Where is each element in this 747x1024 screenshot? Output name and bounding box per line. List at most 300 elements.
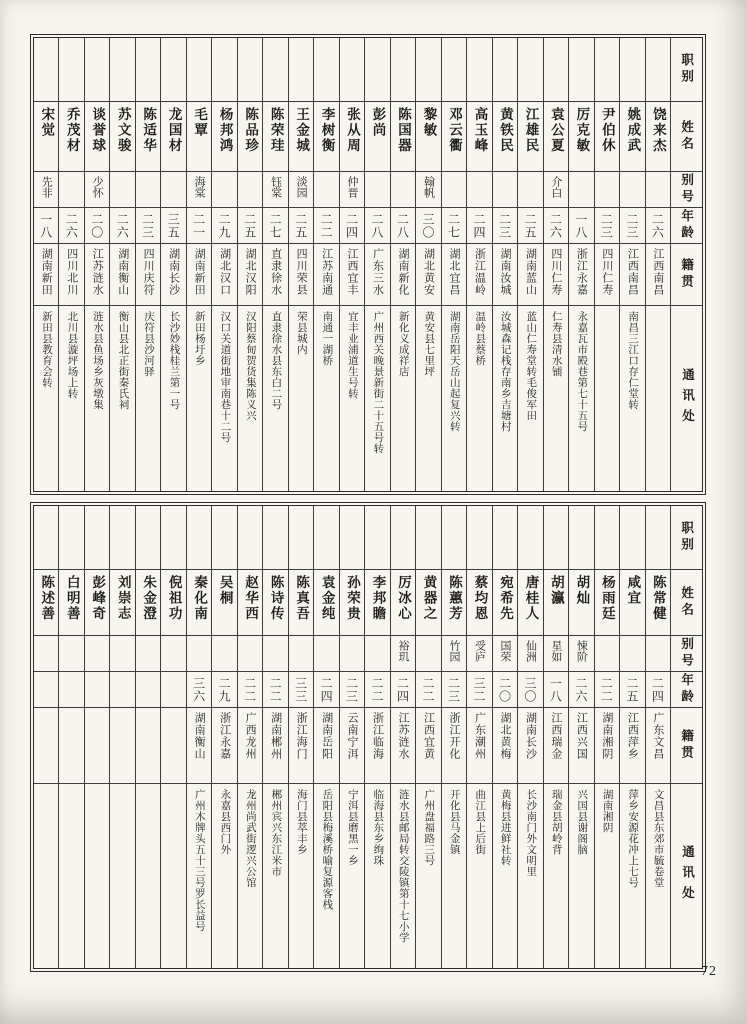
cell-native — [442, 708, 466, 784]
cell-address — [289, 306, 313, 491]
name-text: 陈国器 — [396, 107, 412, 154]
name-text: 陈真吾 — [294, 575, 310, 622]
cell-native — [493, 708, 517, 784]
name-text: 秦化南 — [192, 575, 208, 622]
name-text: 袁金纯 — [319, 575, 335, 622]
native-text: 湖北黄安 — [422, 248, 435, 296]
age-text: 二五 — [522, 213, 537, 239]
cell-age — [34, 672, 58, 708]
cell-address — [289, 784, 313, 968]
alias-text: 受庐 — [473, 640, 486, 662]
cell-age — [646, 208, 670, 244]
address-text: 蓝山仁寿堂转毛俊军田 — [525, 311, 537, 421]
cell-age — [136, 672, 160, 708]
cell-age — [263, 208, 287, 244]
native-text: 湖南新田 — [193, 248, 206, 296]
address-text: 黄安县七里坪 — [423, 311, 435, 377]
cell-address — [620, 784, 644, 968]
native-text: 湖南岳阳 — [320, 712, 333, 760]
cell-age — [391, 672, 415, 708]
cell-alias — [238, 636, 262, 672]
cell-address — [34, 306, 58, 491]
cell-age — [646, 672, 670, 708]
row-header-column — [671, 38, 702, 491]
alias-text: 裕玑 — [397, 640, 410, 662]
cell-address — [85, 306, 109, 491]
cell-age — [620, 208, 644, 244]
cell-name — [110, 570, 134, 636]
address-text: 曲江县上后街 — [474, 789, 486, 855]
row-header-address-label: 通讯处 — [680, 367, 695, 430]
cell-alias — [34, 172, 58, 208]
cell-address — [212, 784, 236, 968]
alias-text: 竹园 — [447, 640, 460, 662]
address-text: 广州西关晚景新街二十五号转 — [372, 311, 384, 454]
address-text: 新化义成祥店 — [397, 311, 409, 377]
cell-alias — [518, 172, 542, 208]
cell-age — [85, 208, 109, 244]
cell-native — [187, 708, 211, 784]
name-text: 刘崇志 — [115, 575, 131, 622]
cell-age — [238, 208, 262, 244]
name-text: 白明善 — [64, 575, 80, 622]
cell-alias — [467, 172, 491, 208]
cell-native — [544, 708, 568, 784]
cell-address — [85, 784, 109, 968]
person-column — [391, 506, 416, 968]
cell-address — [314, 306, 338, 491]
alias-text: 国荣 — [498, 640, 511, 662]
cell-zhibie — [34, 38, 58, 102]
roster-grid-lower — [33, 505, 703, 969]
name-text: 张从周 — [345, 107, 361, 154]
name-text: 倪祖功 — [166, 575, 182, 622]
address-text: 永嘉县西门外 — [219, 789, 231, 855]
cell-name — [646, 570, 670, 636]
cell-zhibie — [238, 38, 262, 102]
address-text: 长沙妙栈桂兰第一号 — [168, 311, 180, 410]
person-column — [340, 506, 365, 968]
age-text: 二八 — [370, 213, 385, 239]
cell-native — [289, 708, 313, 784]
cell-age — [263, 672, 287, 708]
cell-name — [646, 102, 670, 172]
name-text: 厉克敏 — [574, 107, 590, 154]
person-column — [85, 506, 110, 968]
cell-address — [365, 784, 389, 968]
cell-native — [85, 708, 109, 784]
cell-alias — [416, 636, 440, 672]
name-text: 陈荣珪 — [268, 107, 284, 154]
person-column — [493, 506, 518, 968]
row-header-duty — [671, 506, 702, 570]
cell-native — [238, 708, 262, 784]
cell-name — [620, 102, 644, 172]
age-text: 二八 — [395, 213, 410, 239]
person-column — [34, 506, 59, 968]
person-column — [136, 38, 161, 491]
person-column — [442, 506, 467, 968]
name-text: 朱金澄 — [141, 575, 157, 622]
person-column — [263, 38, 288, 491]
native-text: 浙江临海 — [371, 712, 384, 760]
native-text: 湖南长沙 — [524, 712, 537, 760]
cell-age — [569, 672, 593, 708]
cell-address — [391, 784, 415, 968]
cell-alias — [442, 636, 466, 672]
cell-zhibie — [161, 506, 185, 570]
row-header-name-label: 姓名 — [679, 586, 694, 619]
age-text: 三六 — [191, 677, 206, 703]
cell-address — [161, 784, 185, 968]
address-text: 新田县教育会转 — [41, 311, 53, 388]
cell-name — [263, 102, 287, 172]
age-text: 二五 — [293, 213, 308, 239]
person-column — [238, 38, 263, 491]
native-text: 浙江开化 — [447, 712, 460, 760]
person-column — [85, 38, 110, 491]
person-column — [212, 506, 237, 968]
cell-age — [187, 208, 211, 244]
address-text: 郴州宾兴东江米市 — [270, 789, 282, 877]
cell-address — [442, 306, 466, 491]
address-text: 瑞金县胡岭背 — [550, 789, 562, 855]
alias-text: 先非 — [40, 176, 53, 198]
person-column — [518, 506, 543, 968]
roster-grid-upper — [33, 37, 703, 492]
cell-zhibie — [263, 38, 287, 102]
cell-zhibie — [620, 38, 644, 102]
address-text: 南通一湖桥 — [321, 311, 333, 366]
cell-zhibie — [59, 506, 83, 570]
age-text: 二三 — [140, 213, 155, 239]
cell-age — [59, 672, 83, 708]
cell-age — [493, 672, 517, 708]
cell-age — [518, 208, 542, 244]
row-header-native-label: 籍贯 — [679, 258, 694, 291]
cell-name — [467, 570, 491, 636]
age-text: 二六 — [64, 213, 79, 239]
cell-native — [646, 244, 670, 306]
cell-age — [212, 672, 236, 708]
cell-alias — [340, 172, 364, 208]
cell-zhibie — [467, 38, 491, 102]
cell-age — [314, 672, 338, 708]
cell-zhibie — [391, 38, 415, 102]
row-header-column — [671, 506, 702, 968]
name-text: 陈蕙芳 — [446, 575, 462, 622]
cell-age — [110, 672, 134, 708]
row-header-alias-label: 别号 — [679, 637, 694, 670]
name-text: 唐桂人 — [523, 575, 539, 622]
cell-name — [85, 570, 109, 636]
cell-zhibie — [646, 506, 670, 570]
cell-alias — [518, 636, 542, 672]
person-column — [569, 506, 594, 968]
cell-age — [161, 208, 185, 244]
cell-alias — [59, 172, 83, 208]
cell-address — [544, 784, 568, 968]
page-number: 72 — [701, 964, 717, 979]
person-column — [467, 506, 492, 968]
person-column — [187, 38, 212, 491]
cell-zhibie — [391, 506, 415, 570]
alias-text: 翰帆 — [422, 176, 435, 198]
cell-zhibie — [544, 506, 568, 570]
cell-alias — [365, 172, 389, 208]
cell-address — [595, 306, 619, 491]
cell-address — [620, 306, 644, 491]
cell-address — [340, 784, 364, 968]
cell-alias — [110, 636, 134, 672]
person-column — [544, 38, 569, 491]
cell-native — [544, 244, 568, 306]
address-text: 广州木牌头五十三号罗长益号 — [193, 789, 205, 932]
cell-alias — [187, 636, 211, 672]
cell-native — [442, 244, 466, 306]
cell-age — [340, 208, 364, 244]
address-text: 广州盘福路三号 — [423, 789, 435, 866]
native-text: 湖北汉阳 — [244, 248, 257, 296]
cell-address — [646, 784, 670, 968]
cell-address — [136, 784, 160, 968]
roster-table-lower — [30, 502, 706, 972]
cell-alias — [263, 636, 287, 672]
address-text: 岳阳县梅溪桥喻复源客栈 — [321, 789, 333, 910]
cell-zhibie — [595, 38, 619, 102]
person-column — [314, 506, 339, 968]
cell-native — [391, 244, 415, 306]
cell-address — [59, 306, 83, 491]
native-text: 江西瑞金 — [549, 712, 562, 760]
cell-age — [518, 672, 542, 708]
cell-native — [238, 244, 262, 306]
name-text: 陈品珍 — [243, 107, 259, 154]
row-header-address — [671, 306, 702, 491]
cell-name — [110, 102, 134, 172]
cell-native — [493, 244, 517, 306]
cell-native — [85, 244, 109, 306]
person-column — [391, 38, 416, 491]
age-text: 二二 — [242, 677, 257, 703]
native-text: 江西萍乡 — [626, 712, 639, 760]
cell-native — [620, 244, 644, 306]
age-text: 二六 — [650, 213, 665, 239]
row-header-duty — [671, 38, 702, 102]
cell-alias — [85, 172, 109, 208]
cell-zhibie — [263, 506, 287, 570]
address-text: 温岭县蔡桥 — [474, 311, 486, 366]
name-text: 姚成武 — [625, 107, 641, 154]
cell-native — [467, 708, 491, 784]
cell-alias — [212, 172, 236, 208]
cell-zhibie — [416, 38, 440, 102]
cell-name — [187, 570, 211, 636]
cell-age — [467, 672, 491, 708]
cell-age — [187, 672, 211, 708]
name-text: 乔茂材 — [64, 107, 80, 154]
age-text: 二四 — [395, 677, 410, 703]
cell-name — [59, 102, 83, 172]
roster-tables — [30, 34, 706, 972]
row-header-duty-label: 职别 — [679, 53, 694, 86]
cell-address — [544, 306, 568, 491]
native-text: 四川庆符 — [142, 248, 155, 296]
cell-zhibie — [416, 506, 440, 570]
cell-name — [391, 102, 415, 172]
cell-name — [518, 102, 542, 172]
age-text: 三〇 — [421, 213, 435, 239]
cell-age — [59, 208, 83, 244]
name-text: 厉冰心 — [396, 575, 412, 622]
cell-alias — [467, 636, 491, 672]
cell-name — [238, 102, 262, 172]
person-column — [544, 506, 569, 968]
cell-zhibie — [646, 38, 670, 102]
native-text: 湖北宜昌 — [447, 248, 460, 296]
cell-zhibie — [518, 506, 542, 570]
cell-name — [136, 102, 160, 172]
cell-name — [569, 102, 593, 172]
native-text: 湖南新化 — [397, 248, 410, 296]
cell-zhibie — [212, 506, 236, 570]
cell-address — [187, 784, 211, 968]
person-column — [289, 506, 314, 968]
name-text: 毛覃 — [192, 107, 208, 138]
cell-address — [442, 784, 466, 968]
cell-name — [136, 570, 160, 636]
row-header-name-label: 姓名 — [679, 120, 694, 153]
address-text: 汉阳蔡甸贺货集陈义兴 — [244, 311, 256, 421]
age-text: 二三 — [497, 213, 512, 239]
person-column — [289, 38, 314, 491]
row-header-name — [671, 102, 702, 172]
cell-address — [59, 784, 83, 968]
native-text: 四川仁寿 — [549, 248, 562, 296]
cell-native — [110, 708, 134, 784]
cell-address — [212, 306, 236, 491]
cell-age — [493, 208, 517, 244]
row-header-age-label: 年龄 — [679, 673, 694, 706]
row-header-address-label: 通讯处 — [680, 845, 695, 907]
alias-text: 介白 — [549, 176, 562, 198]
name-text: 邓云衢 — [446, 107, 462, 154]
cell-native — [161, 244, 185, 306]
age-text: 二二 — [599, 677, 614, 703]
native-text: 四川仁寿 — [600, 248, 613, 296]
age-text: 二五 — [624, 677, 639, 703]
age-text: 二二 — [421, 677, 435, 703]
cell-age — [136, 208, 160, 244]
native-text: 湖北黄梅 — [498, 712, 511, 760]
address-text: 黄梅县进鲜社转 — [499, 789, 511, 866]
cell-zhibie — [161, 38, 185, 102]
cell-name — [34, 102, 58, 172]
cell-native — [340, 708, 364, 784]
cell-age — [289, 672, 313, 708]
cell-name — [289, 570, 313, 636]
cell-zhibie — [59, 38, 83, 102]
age-text: 二七 — [446, 213, 461, 239]
cell-age — [238, 672, 262, 708]
address-text: 汝城森记栈存南乡吉塘村 — [499, 311, 511, 432]
cell-alias — [340, 636, 364, 672]
cell-age — [467, 208, 491, 244]
age-text: 二七 — [268, 213, 283, 239]
person-column — [263, 506, 288, 968]
age-text: 二四 — [471, 213, 486, 239]
address-text: 庆符县沙河驿 — [142, 311, 154, 377]
name-text: 黄器之 — [421, 575, 437, 622]
cell-native — [416, 708, 440, 784]
cell-alias — [391, 636, 415, 672]
native-text: 浙江温岭 — [473, 248, 486, 296]
cell-alias — [544, 636, 568, 672]
person-column — [340, 38, 365, 491]
cell-zhibie — [340, 506, 364, 570]
age-text: 二六 — [573, 677, 588, 703]
age-text: 一八 — [548, 677, 563, 703]
native-text: 湖南衡山 — [116, 248, 129, 296]
cell-native — [110, 244, 134, 306]
row-header-native-label: 籍贯 — [679, 729, 694, 762]
native-text: 浙江海门 — [295, 712, 308, 760]
native-text: 江苏南通 — [320, 248, 333, 296]
cell-alias — [289, 636, 313, 672]
cell-alias — [365, 636, 389, 672]
cell-alias — [442, 172, 466, 208]
cell-name — [85, 102, 109, 172]
name-text: 尹伯休 — [599, 107, 615, 154]
name-text: 杨邦鸿 — [217, 107, 233, 154]
cell-native — [569, 708, 593, 784]
name-text: 陈适华 — [141, 107, 157, 154]
cell-address — [110, 306, 134, 491]
cell-age — [416, 672, 440, 708]
native-text: 江苏涟水 — [91, 248, 104, 296]
native-text: 湖南汝城 — [498, 248, 511, 296]
cell-address — [595, 784, 619, 968]
name-text: 李树衡 — [319, 107, 335, 154]
native-text: 江苏涟水 — [397, 712, 410, 760]
person-column — [110, 38, 135, 491]
cell-native — [620, 708, 644, 784]
age-text: 二六 — [115, 213, 130, 239]
cell-alias — [314, 172, 338, 208]
cell-zhibie — [365, 38, 389, 102]
name-text: 王金城 — [294, 107, 310, 154]
cell-address — [263, 306, 287, 491]
cell-zhibie — [85, 38, 109, 102]
alias-text: 少怀 — [91, 176, 104, 198]
cell-name — [620, 570, 644, 636]
person-column — [595, 506, 620, 968]
age-text: 三二 — [471, 677, 486, 703]
name-text: 杨雨廷 — [599, 575, 615, 622]
cell-zhibie — [212, 38, 236, 102]
cell-zhibie — [289, 506, 313, 570]
name-text: 宛希先 — [497, 575, 513, 622]
age-text: 二四 — [319, 677, 334, 703]
cell-alias — [136, 636, 160, 672]
person-column — [365, 38, 390, 491]
cell-address — [238, 306, 262, 491]
cell-name — [442, 570, 466, 636]
cell-address — [467, 784, 491, 968]
name-text: 胡灿 — [574, 575, 590, 606]
cell-native — [34, 244, 58, 306]
cell-name — [59, 570, 83, 636]
